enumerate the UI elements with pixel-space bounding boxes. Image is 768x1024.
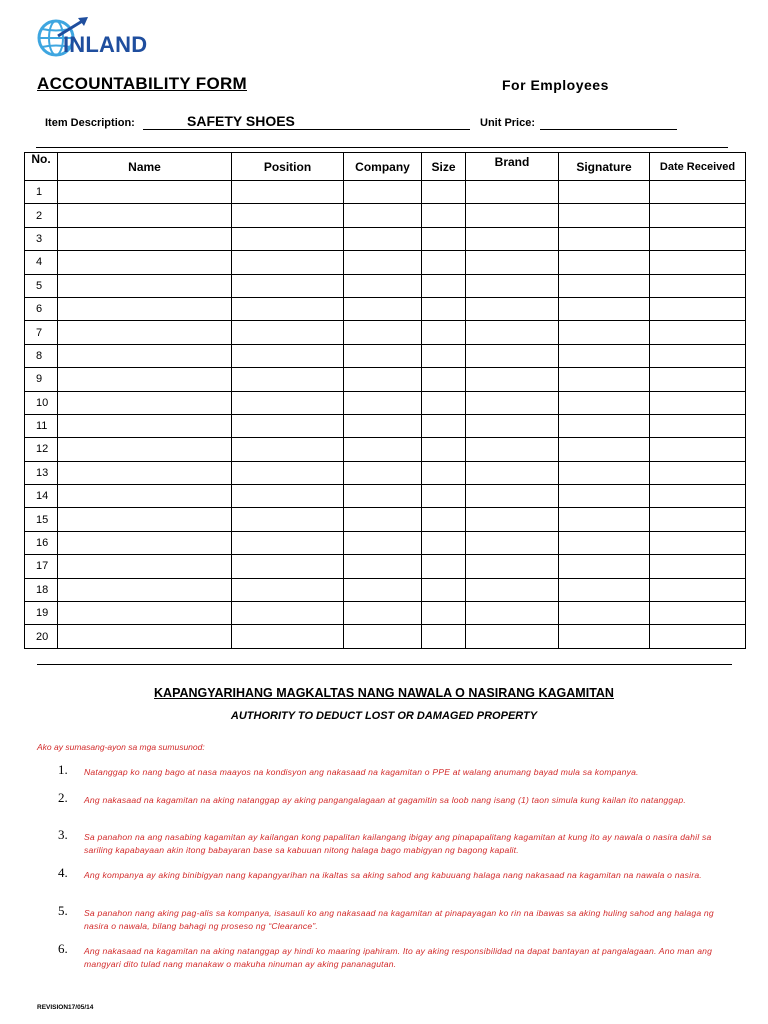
cell-position[interactable] [232,578,344,601]
cell-brand[interactable] [466,227,559,250]
cell-name[interactable] [58,251,232,274]
authority-title: KAPANGYARIHANG MAGKALTAS NANG NAWALA O NASIRANG KAGAMITAN [154,686,614,700]
cell-date-received[interactable] [650,531,746,554]
cell-company[interactable] [344,368,422,391]
cell-date-received[interactable] [650,508,746,531]
cell-size[interactable] [422,414,466,437]
table-row [25,414,746,437]
cell-size[interactable] [422,204,466,227]
cell-brand[interactable] [466,438,559,461]
cell-name[interactable] [58,625,232,648]
cell-company[interactable] [344,391,422,414]
cell-company[interactable] [344,508,422,531]
column-header-name: Name [58,153,232,181]
cell-signature[interactable] [559,555,650,578]
cell-signature[interactable] [559,414,650,437]
cell-company[interactable] [344,344,422,367]
cell-signature[interactable] [559,204,650,227]
column-header-size: Size [422,153,466,181]
cell-position[interactable] [232,625,344,648]
cell-date-received[interactable] [650,461,746,484]
row-number: 1 [25,181,58,204]
cell-date-received[interactable] [650,578,746,601]
divider [36,147,728,148]
form-title: ACCOUNTABILITY FORM [37,74,247,93]
cell-position[interactable] [232,368,344,391]
table-row [25,555,746,578]
table-row [25,531,746,554]
cell-size[interactable] [422,274,466,297]
row-number: 4 [25,251,58,274]
cell-date-received[interactable] [650,344,746,367]
row-number: 16 [25,531,58,554]
term-number: 3. [58,827,68,842]
cell-brand[interactable] [466,204,559,227]
cell-size[interactable] [422,368,466,391]
cell-position[interactable] [232,508,344,531]
cell-name[interactable] [58,555,232,578]
column-header-brand: Brand [466,153,559,181]
table-row [25,368,746,391]
cell-date-received[interactable] [650,321,746,344]
cell-position[interactable] [232,321,344,344]
cell-signature[interactable] [559,344,650,367]
row-number: 10 [25,391,58,414]
item-description-label: Item Description: [45,117,135,129]
cell-position[interactable] [232,485,344,508]
term-text: Ang nakasaad na kagamitan na aking natanggap ay aking pangangalagaan at gagamitin sa loob nang isang (1) taon simula kung kailan ito natanggap. [84,795,686,805]
cell-size[interactable] [422,555,466,578]
cell-name[interactable] [58,508,232,531]
cell-name[interactable] [58,578,232,601]
cell-size[interactable] [422,461,466,484]
term-text: Ang kompanya ay aking binibigyan nang kapangyarihan na ikaltas sa aking sahod ang kabuuang halaga nang nakasaad na kagamitan na nawala o nasira. [84,870,702,880]
cell-brand[interactable] [466,602,559,625]
cell-name[interactable] [58,438,232,461]
row-number: 11 [25,414,58,437]
cell-name[interactable] [58,227,232,250]
term-text: Ang nakasaad na kagamitan na aking natanggap ay hindi ko maaring ipahiram. Ito ay aking responsibilidad na dapat bantayan at pangalagaan. Ano man ang mangyari dito tulad nang manakaw o makuha ninuman ay aking pananagutan. [84,946,713,969]
cell-name[interactable] [58,602,232,625]
cell-brand[interactable] [466,531,559,554]
term-number: 4. [58,865,68,880]
cell-date-received[interactable] [650,625,746,648]
row-number: 9 [25,368,58,391]
row-number: 18 [25,578,58,601]
cell-signature[interactable] [559,461,650,484]
cell-name[interactable] [58,344,232,367]
cell-brand[interactable] [466,391,559,414]
row-number: 20 [25,625,58,648]
cell-signature[interactable] [559,321,650,344]
cell-brand[interactable] [466,297,559,320]
cell-signature[interactable] [559,297,650,320]
cell-company[interactable] [344,438,422,461]
employee-table [24,152,746,649]
cell-brand[interactable] [466,508,559,531]
cell-company[interactable] [344,461,422,484]
cell-size[interactable] [422,508,466,531]
cell-name[interactable] [58,531,232,554]
column-header-date-received: Date Received [650,153,746,181]
cell-signature[interactable] [559,274,650,297]
term-number: 6. [58,941,68,956]
cell-company[interactable] [344,321,422,344]
form-audience: For Employees [502,77,609,93]
cell-position[interactable] [232,181,344,204]
cell-date-received[interactable] [650,391,746,414]
cell-date-received[interactable] [650,274,746,297]
authority-subtitle: AUTHORITY TO DEDUCT LOST OR DAMAGED PROPERTY [230,710,538,722]
cell-name[interactable] [58,297,232,320]
table-row [25,297,746,320]
cell-name[interactable] [58,274,232,297]
cell-brand[interactable] [466,461,559,484]
cell-size[interactable] [422,578,466,601]
cell-signature[interactable] [559,531,650,554]
cell-date-received[interactable] [650,438,746,461]
cell-company[interactable] [344,555,422,578]
cell-position[interactable] [232,251,344,274]
cell-name[interactable] [58,368,232,391]
column-header-company: Company [344,153,422,181]
cell-size[interactable] [422,181,466,204]
table-row [25,321,746,344]
cell-signature[interactable] [559,251,650,274]
table-row [25,274,746,297]
cell-brand[interactable] [466,485,559,508]
cell-position[interactable] [232,391,344,414]
logo-wordmark: INLAND [63,32,148,57]
cell-brand[interactable] [466,414,559,437]
table-row [25,578,746,601]
column-header-signature: Signature [559,153,650,181]
table-row [25,251,746,274]
table-row [25,438,746,461]
cell-size[interactable] [422,297,466,320]
cell-position[interactable] [232,204,344,227]
divider [37,664,732,665]
cell-company[interactable] [344,625,422,648]
cell-position[interactable] [232,344,344,367]
cell-name[interactable] [58,485,232,508]
row-number: 5 [25,274,58,297]
item-description-value: SAFETY SHOES [187,113,295,129]
row-number: 13 [25,461,58,484]
cell-company[interactable] [344,227,422,250]
revision-label: REVISION17/05/14 [37,1004,94,1011]
unit-price-label: Unit Price: [480,117,536,129]
cell-signature[interactable] [559,438,650,461]
cell-brand[interactable] [466,578,559,601]
cell-date-received[interactable] [650,204,746,227]
cell-company[interactable] [344,274,422,297]
cell-brand[interactable] [466,625,559,648]
table-row [25,391,746,414]
table-row [25,508,746,531]
term-number: 5. [58,903,68,918]
cell-company[interactable] [344,531,422,554]
cell-size[interactable] [422,485,466,508]
cell-name[interactable] [58,181,232,204]
cell-signature[interactable] [559,485,650,508]
cell-company[interactable] [344,578,422,601]
row-number: 14 [25,485,58,508]
cell-company[interactable] [344,251,422,274]
cell-size[interactable] [422,602,466,625]
column-header-no: No. [25,153,58,181]
term-number: 1. [58,762,68,777]
cell-position[interactable] [232,414,344,437]
table-row [25,485,746,508]
cell-date-received[interactable] [650,602,746,625]
table-row [25,181,746,204]
cell-brand[interactable] [466,344,559,367]
cell-brand[interactable] [466,555,559,578]
cell-signature[interactable] [559,391,650,414]
cell-position[interactable] [232,438,344,461]
cell-name[interactable] [58,414,232,437]
cell-signature[interactable] [559,181,650,204]
item-description-field[interactable] [143,129,470,130]
cell-size[interactable] [422,438,466,461]
column-header-position: Position [232,153,344,181]
row-number: 8 [25,344,58,367]
row-number: 19 [25,602,58,625]
cell-date-received[interactable] [650,555,746,578]
row-number: 6 [25,297,58,320]
cell-date-received[interactable] [650,414,746,437]
cell-date-received[interactable] [650,297,746,320]
cell-size[interactable] [422,344,466,367]
table-row [25,227,746,250]
cell-signature[interactable] [559,602,650,625]
cell-position[interactable] [232,602,344,625]
cell-name[interactable] [58,461,232,484]
row-number: 12 [25,438,58,461]
term-text: Natanggap ko nang bago at nasa maayos na kondisyon ang nakasaad na kagamitan o PPE at walang anumang bayad mula sa kompanya. [84,767,639,777]
cell-date-received[interactable] [650,181,746,204]
cell-company[interactable] [344,204,422,227]
cell-company[interactable] [344,485,422,508]
cell-brand[interactable] [466,368,559,391]
term-text: Sa panahon na ang nasabing kagamitan ay kailangan kong papalitan kailangang ibigay ang pinapapalitang kagamitan at kung ito ay nawala o nasira dahil sa sariling kapabayaan akin itong babayaran base sa kabuuan nitong halaga bago mabigyan ng bagong kapalit. [84,832,712,855]
cell-position[interactable] [232,297,344,320]
cell-signature[interactable] [559,625,650,648]
cell-position[interactable] [232,274,344,297]
unit-price-field[interactable] [540,129,677,130]
cell-size[interactable] [422,251,466,274]
cell-brand[interactable] [466,274,559,297]
cell-company[interactable] [344,181,422,204]
cell-size[interactable] [422,321,466,344]
table-header-row [25,153,746,181]
cell-date-received[interactable] [650,485,746,508]
table-row [25,602,746,625]
cell-brand[interactable] [466,181,559,204]
item-info-row [0,112,768,136]
cell-date-received[interactable] [650,368,746,391]
row-number: 15 [25,508,58,531]
row-number: 3 [25,227,58,250]
company-logo [36,14,186,62]
cell-company[interactable] [344,414,422,437]
cell-name[interactable] [58,391,232,414]
cell-size[interactable] [422,625,466,648]
table-row [25,344,746,367]
cell-signature[interactable] [559,227,650,250]
cell-position[interactable] [232,531,344,554]
cell-size[interactable] [422,531,466,554]
cell-position[interactable] [232,227,344,250]
cell-name[interactable] [58,204,232,227]
cell-brand[interactable] [466,251,559,274]
cell-position[interactable] [232,461,344,484]
row-number: 17 [25,555,58,578]
table-row [25,461,746,484]
cell-company[interactable] [344,297,422,320]
cell-signature[interactable] [559,368,650,391]
row-number: 2 [25,204,58,227]
row-number: 7 [25,321,58,344]
cell-size[interactable] [422,391,466,414]
cell-name[interactable] [58,321,232,344]
cell-brand[interactable] [466,321,559,344]
table-row [25,625,746,648]
cell-position[interactable] [232,555,344,578]
cell-signature[interactable] [559,578,650,601]
authority-intro: Ako ay sumasang-ayon sa mga sumusunod: [37,742,205,752]
cell-date-received[interactable] [650,251,746,274]
cell-size[interactable] [422,227,466,250]
table-row [25,204,746,227]
cell-company[interactable] [344,602,422,625]
term-text: Sa panahon nang aking pag-alis sa kompanya, isasauli ko ang nakasaad na kagamitan at pinapayagan ko rin na ibawas sa aking huling sahod ang halaga ng nasira o nawala, bilang bahagi ng proseso ng “Clearance”. [84,908,714,931]
term-number: 2. [58,790,68,805]
cell-signature[interactable] [559,508,650,531]
cell-date-received[interactable] [650,227,746,250]
